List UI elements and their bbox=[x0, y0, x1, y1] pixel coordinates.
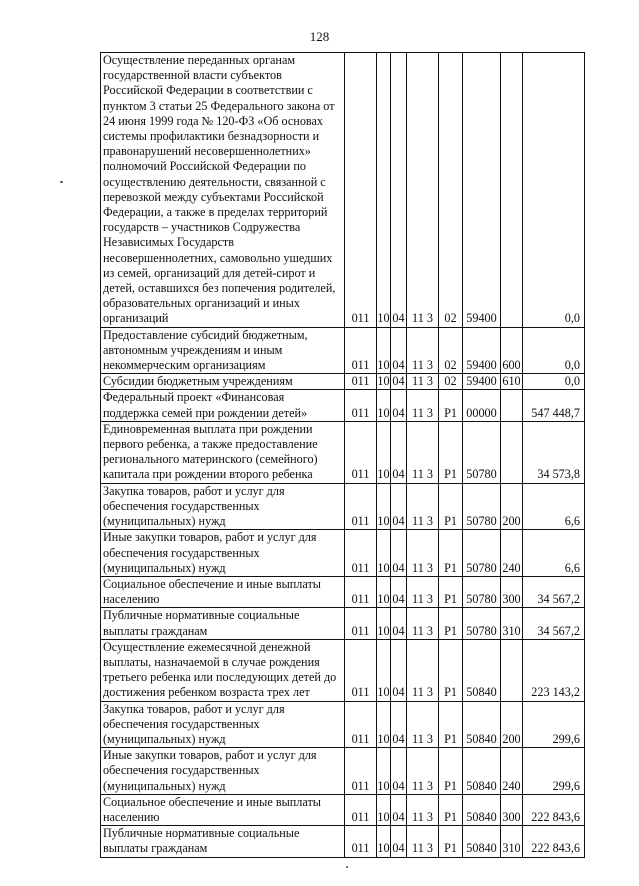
row-name: Социальное обеспечение и иные выплаты населению bbox=[101, 576, 345, 607]
target-code: 11 3 bbox=[407, 639, 439, 701]
amount-value: 222 843,6 bbox=[523, 794, 585, 825]
target-code: 11 3 bbox=[407, 374, 439, 390]
target-code: 11 3 bbox=[407, 826, 439, 857]
amount-value: 223 143,2 bbox=[523, 639, 585, 701]
target-code: 11 3 bbox=[407, 327, 439, 374]
program-code: P1 bbox=[439, 701, 463, 748]
section-code: 10 bbox=[377, 327, 391, 374]
expense-type-code: 240 bbox=[501, 748, 523, 795]
amount-value: 34 567,2 bbox=[523, 576, 585, 607]
subsection-code: 04 bbox=[391, 826, 407, 857]
subsection-code: 04 bbox=[391, 53, 407, 328]
section-code: 10 bbox=[377, 374, 390, 389]
section-code: 10 bbox=[377, 701, 391, 748]
row-name: Закупка товаров, работ и услуг для обеспечения государственных (муниципальных) нужд bbox=[101, 701, 345, 748]
target-code: 11 3 bbox=[407, 748, 439, 795]
ministry-code: 011 bbox=[345, 421, 377, 483]
row-name: Иные закупки товаров, работ и услуг для обеспечения государственных (муниципальных) нужд bbox=[101, 530, 345, 577]
direction-code: 50840 bbox=[463, 826, 501, 857]
amount-value: 222 843,6 bbox=[523, 826, 585, 857]
table-row bbox=[101, 608, 585, 639]
table-row bbox=[101, 701, 585, 748]
target-code: 11 3 bbox=[407, 576, 439, 607]
expense-type-code: 610 bbox=[502, 374, 521, 389]
program-code: P1 bbox=[439, 794, 463, 825]
program-code: P1 bbox=[439, 639, 463, 701]
expense-type-code bbox=[501, 53, 523, 328]
program-code: P1 bbox=[439, 608, 463, 639]
table-row bbox=[101, 639, 585, 701]
section-code: 10 bbox=[377, 390, 391, 421]
row-name: Предоставление субсидий бюджетным, автономным учреждениям и иным некоммерческим организациям bbox=[101, 327, 345, 374]
table-row bbox=[101, 748, 585, 795]
expense-type-code bbox=[501, 421, 523, 483]
row-name: Единовременная выплата при рождении первого ребенка, а также предоставление регионального материнского (семейного) капитала при рождении второго ребенка bbox=[101, 421, 345, 483]
direction-code: 50780 bbox=[463, 530, 501, 577]
ministry-code: 011 bbox=[345, 701, 377, 748]
table-row bbox=[101, 374, 585, 390]
expense-type-code: 200 bbox=[501, 701, 523, 748]
subsection-code: 04 bbox=[391, 530, 407, 577]
direction-code: 50840 bbox=[463, 701, 501, 748]
ministry-code: 011 bbox=[345, 576, 377, 607]
row-name: Субсидии бюджетным учреждениям bbox=[101, 374, 345, 390]
table-row bbox=[101, 826, 585, 857]
section-code: 10 bbox=[377, 748, 391, 795]
section-code: 10 bbox=[377, 794, 391, 825]
direction-code: 50780 bbox=[463, 608, 501, 639]
direction-code: 50840 bbox=[463, 794, 501, 825]
row-name: Социальное обеспечение и иные выплаты населению bbox=[101, 794, 345, 825]
program-code: P1 bbox=[439, 530, 463, 577]
target-code: 11 3 bbox=[407, 53, 439, 328]
amount-value: 34 567,2 bbox=[523, 608, 585, 639]
subsection-code: 04 bbox=[392, 374, 405, 389]
page-number: 128 bbox=[309, 29, 330, 44]
program-code: P1 bbox=[439, 748, 463, 795]
section-code: 10 bbox=[377, 576, 391, 607]
table-row bbox=[101, 483, 585, 530]
amount-value: 6,6 bbox=[523, 483, 585, 530]
program-code: P1 bbox=[439, 576, 463, 607]
section-code: 10 bbox=[377, 483, 391, 530]
ministry-code: 011 bbox=[345, 639, 377, 701]
section-code: 10 bbox=[377, 826, 391, 857]
ministry-code: 011 bbox=[345, 794, 377, 825]
table-row bbox=[101, 421, 585, 483]
ministry-code: 011 bbox=[345, 748, 377, 795]
program-code: 02 bbox=[439, 374, 463, 390]
subsection-code: 04 bbox=[391, 748, 407, 795]
program-code: 02 bbox=[439, 327, 463, 374]
section-code: 10 bbox=[377, 530, 391, 577]
row-name: Закупка товаров, работ и услуг для обеспечения государственных (муниципальных) нужд bbox=[101, 483, 345, 530]
program-code: P1 bbox=[439, 390, 463, 421]
expense-type-code bbox=[501, 390, 523, 421]
target-code: 11 3 bbox=[407, 390, 439, 421]
scan-speck-bottom bbox=[346, 866, 348, 868]
subsection-code: 04 bbox=[391, 421, 407, 483]
amount-value: 0,0 bbox=[523, 53, 585, 328]
subsection-code: 04 bbox=[391, 576, 407, 607]
direction-code: 59400 bbox=[463, 374, 501, 390]
subsection-code: 04 bbox=[391, 390, 407, 421]
direction-code: 50780 bbox=[463, 421, 501, 483]
amount-value: 0,0 bbox=[523, 327, 585, 374]
expense-type-code: 240 bbox=[501, 530, 523, 577]
row-name: Осуществление ежемесячной денежной выплаты, назначаемой в случае рождения третьего ребенка или последующих детей до достижения ребенком возраста трех лет bbox=[101, 639, 345, 701]
target-code: 11 3 bbox=[407, 794, 439, 825]
ministry-code: 011 bbox=[345, 483, 377, 530]
amount-value: 547 448,7 bbox=[523, 390, 585, 421]
expense-type-code: 310 bbox=[501, 608, 523, 639]
amount-value: 299,6 bbox=[523, 748, 585, 795]
table-row bbox=[101, 53, 585, 328]
expense-type-code: 300 bbox=[501, 794, 523, 825]
subsection-code: 04 bbox=[391, 794, 407, 825]
target-code: 11 3 bbox=[407, 530, 439, 577]
expense-type-code: 310 bbox=[501, 826, 523, 857]
subsection-code: 04 bbox=[391, 327, 407, 374]
ministry-code: 011 bbox=[345, 53, 377, 328]
program-code: 02 bbox=[439, 53, 463, 328]
table-row bbox=[101, 390, 585, 421]
ministry-code: 011 bbox=[345, 530, 377, 577]
ministry-code: 011 bbox=[345, 327, 377, 374]
row-name: Публичные нормативные социальные выплаты гражданам bbox=[101, 608, 345, 639]
amount-value: 6,6 bbox=[523, 530, 585, 577]
direction-code: 50780 bbox=[463, 576, 501, 607]
target-code: 11 3 bbox=[407, 701, 439, 748]
program-code: P1 bbox=[439, 483, 463, 530]
scan-speck-left bbox=[60, 181, 63, 183]
section-code: 10 bbox=[377, 421, 391, 483]
table-row bbox=[101, 530, 585, 577]
target-code: 11 3 bbox=[407, 483, 439, 530]
ministry-code: 011 bbox=[345, 374, 377, 390]
direction-code: 50840 bbox=[463, 748, 501, 795]
expense-type-code: 300 bbox=[501, 576, 523, 607]
budget-table bbox=[100, 52, 585, 858]
row-name: Федеральный проект «Финансовая поддержка семей при рождении детей» bbox=[101, 390, 345, 421]
amount-value: 34 573,8 bbox=[523, 421, 585, 483]
direction-code: 59400 bbox=[463, 327, 501, 374]
ministry-code: 011 bbox=[345, 390, 377, 421]
expense-type-code: 600 bbox=[501, 327, 523, 374]
row-name: Иные закупки товаров, работ и услуг для обеспечения государственных (муниципальных) нужд bbox=[101, 748, 345, 795]
subsection-code: 04 bbox=[391, 483, 407, 530]
section-code: 10 bbox=[377, 639, 391, 701]
row-name: Осуществление переданных органам государственной власти субъектов Российской Федерации в соответствии с пунктом 3 статьи 25 Федерального закона от 24 июня 1999 года № 120-ФЗ «Об основах системы профилактики безнадзорности и правонарушений несовершеннолетних» полномочий Российской Федерации по осуществлению деятельности, связанной с перевозкой между субъектами Российской Федерации, а также в пределах территорий государств – участников Содружества Независимых Государств несовершеннолетних, самовольно ушедших из семей, организаций для детей-сирот и детей, оставшихся без попечения родителей, образовательных организаций и иных организаций bbox=[101, 53, 345, 328]
direction-code: 00000 bbox=[463, 390, 501, 421]
direction-code: 59400 bbox=[463, 53, 501, 328]
table-row bbox=[101, 576, 585, 607]
amount-value: 0,0 bbox=[523, 374, 585, 390]
table-row bbox=[101, 327, 585, 374]
expense-type-code bbox=[501, 639, 523, 701]
row-name: Публичные нормативные социальные выплаты гражданам bbox=[101, 826, 345, 857]
ministry-code: 011 bbox=[345, 608, 377, 639]
direction-code: 50780 bbox=[463, 483, 501, 530]
direction-code: 50840 bbox=[463, 639, 501, 701]
program-code: P1 bbox=[439, 826, 463, 857]
target-code: 11 3 bbox=[407, 421, 439, 483]
section-code: 10 bbox=[377, 608, 391, 639]
subsection-code: 04 bbox=[391, 608, 407, 639]
table-body bbox=[101, 53, 585, 858]
ministry-code: 011 bbox=[345, 826, 377, 857]
program-code: P1 bbox=[439, 421, 463, 483]
table-row bbox=[101, 794, 585, 825]
target-code: 11 3 bbox=[407, 608, 439, 639]
subsection-code: 04 bbox=[391, 639, 407, 701]
amount-value: 299,6 bbox=[523, 701, 585, 748]
expense-type-code: 200 bbox=[501, 483, 523, 530]
section-code: 10 bbox=[377, 53, 391, 328]
subsection-code: 04 bbox=[391, 701, 407, 748]
